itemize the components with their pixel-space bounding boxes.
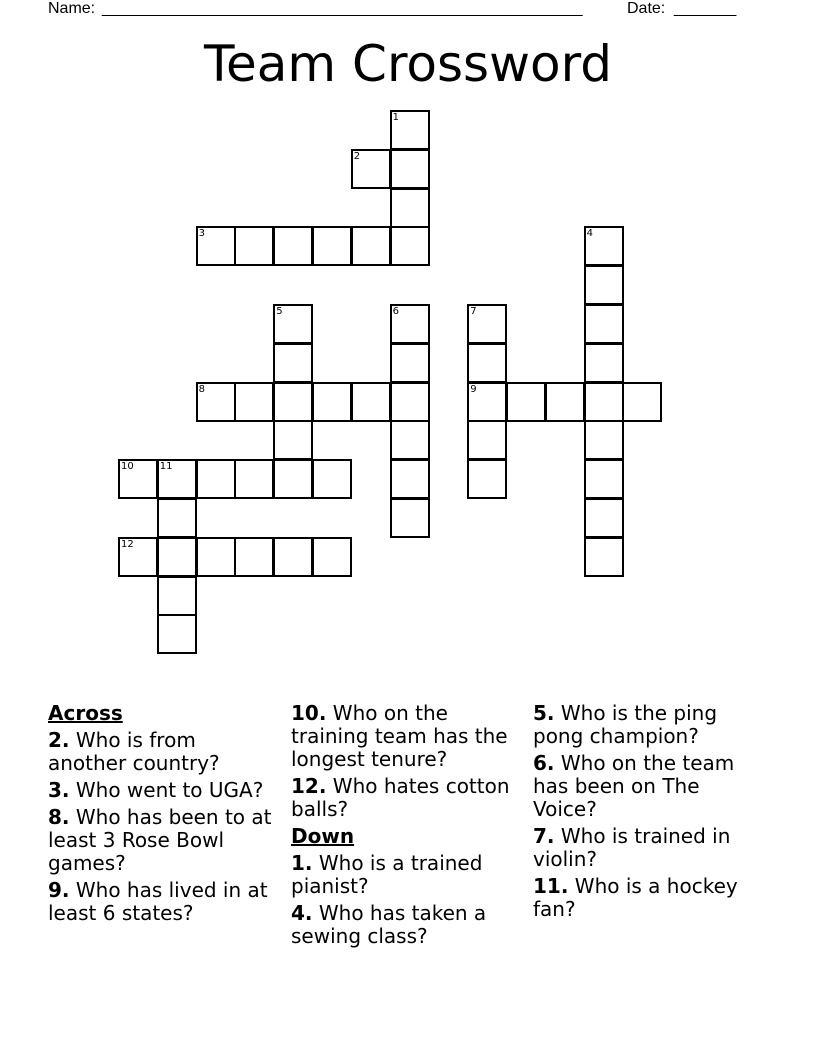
grid-cell[interactable] <box>196 226 236 266</box>
clue-item <box>48 779 278 802</box>
clue-text: Who on the training team has the longest tenure? <box>291 701 508 771</box>
clue-number-label: 3. <box>48 778 70 802</box>
grid-cell[interactable] <box>467 420 507 460</box>
grid-cell[interactable] <box>234 459 274 499</box>
date-label: Date: <box>627 0 666 17</box>
clue-number: 10 <box>121 461 134 473</box>
clue-item <box>291 852 521 898</box>
grid-cell[interactable] <box>118 459 158 499</box>
grid-cell[interactable] <box>157 614 197 654</box>
grid-cell[interactable] <box>196 459 236 499</box>
clue-number-label: 6. <box>533 751 555 775</box>
grid-cell[interactable] <box>234 382 274 422</box>
grid-cell[interactable] <box>467 382 507 422</box>
clue-text: Who on the team has been on The Voice? <box>533 751 735 821</box>
grid-cell[interactable] <box>390 459 430 499</box>
clue-number-label: 11. <box>533 874 569 898</box>
clue-number-label: 9. <box>48 878 70 902</box>
grid-cell[interactable] <box>157 537 197 577</box>
name-label: Name: <box>48 0 96 17</box>
grid-cell[interactable] <box>234 537 274 577</box>
clue-number: 9 <box>470 383 477 395</box>
clue-text: Who has been to at least 3 Rose Bowl games? <box>48 805 272 875</box>
grid-cell[interactable] <box>312 459 352 499</box>
grid-cell[interactable] <box>312 226 352 266</box>
grid-cell[interactable] <box>467 304 507 344</box>
grid-cell[interactable] <box>584 498 624 538</box>
grid-cell[interactable] <box>584 537 624 577</box>
name-field[interactable]: ______________________________________________________ <box>102 0 583 17</box>
clue-number-label: 2. <box>48 728 70 752</box>
clue-number: 5 <box>276 306 283 317</box>
grid-cell[interactable] <box>584 420 624 460</box>
grid-cell[interactable] <box>545 382 585 422</box>
clue-number-label: 7. <box>533 824 555 848</box>
clue-text: Who is trained in violin? <box>533 824 731 871</box>
clue-number: 8 <box>198 383 205 395</box>
clue-number: 6 <box>392 306 399 317</box>
grid-cell[interactable] <box>234 226 274 266</box>
clue-text: Who went to UGA? <box>75 778 264 802</box>
grid-cell[interactable] <box>584 343 624 383</box>
clue-text: Who has taken a sewing class? <box>291 901 487 948</box>
clue-number: 12 <box>121 538 134 550</box>
clue-number: 1 <box>392 112 399 123</box>
grid-cell[interactable] <box>157 498 197 538</box>
grid-cell[interactable] <box>273 304 313 344</box>
clue-item <box>48 729 278 775</box>
grid-cell[interactable] <box>390 110 430 150</box>
clue-number: 11 <box>159 461 173 473</box>
grid-cell[interactable] <box>273 459 313 499</box>
grid-cell[interactable] <box>273 343 313 383</box>
grid-cell[interactable] <box>467 459 507 499</box>
grid-cell[interactable] <box>584 304 624 344</box>
grid-cell[interactable] <box>157 459 197 499</box>
clue-text: Who is a trained pianist? <box>291 851 483 898</box>
clue-item <box>48 806 278 875</box>
clue-text: Who is a hockey fan? <box>533 874 738 921</box>
grid-cell[interactable] <box>273 382 313 422</box>
clue-number: 3 <box>198 228 205 240</box>
clue-column-1 <box>48 702 278 929</box>
grid-cell[interactable] <box>157 576 197 616</box>
grid-cell[interactable] <box>467 343 507 383</box>
grid-cell[interactable] <box>390 226 430 266</box>
clue-text: Who has lived in at least 6 states? <box>48 878 268 925</box>
clue-item <box>533 825 763 871</box>
grid-cell[interactable] <box>196 537 236 577</box>
grid-cell[interactable] <box>351 382 391 422</box>
grid-cell[interactable] <box>622 382 662 422</box>
grid-cell[interactable] <box>584 226 624 266</box>
date-field[interactable]: _______ <box>674 0 737 17</box>
grid-cell[interactable] <box>390 188 430 228</box>
grid-cell[interactable] <box>273 226 313 266</box>
clue-number-label: 1. <box>291 851 313 875</box>
clue-item <box>291 775 521 821</box>
page-title: Team Crossword <box>203 35 612 93</box>
grid-cell[interactable] <box>584 382 624 422</box>
grid-cell[interactable] <box>584 459 624 499</box>
clue-text: Who is the ping pong champion? <box>533 701 718 748</box>
clue-number: 2 <box>353 150 361 162</box>
grid-cell[interactable] <box>390 498 430 538</box>
clue-item <box>291 702 521 771</box>
grid-cell[interactable] <box>312 537 352 577</box>
grid-cell[interactable] <box>506 382 546 422</box>
grid-cell[interactable] <box>351 226 391 266</box>
grid-cell[interactable] <box>273 420 313 460</box>
clue-item <box>533 875 763 921</box>
clue-item <box>533 752 763 821</box>
clue-number-label: 12. <box>291 774 327 798</box>
clue-number: 4 <box>586 228 593 240</box>
clue-number: 7 <box>470 306 477 317</box>
grid-cell[interactable] <box>312 382 352 422</box>
clue-number-label: 8. <box>48 805 70 829</box>
grid-cell[interactable] <box>351 149 391 189</box>
clue-column-3 <box>533 702 763 925</box>
clue-item <box>533 702 763 748</box>
clue-number-label: 10. <box>291 701 327 725</box>
grid-cell[interactable] <box>390 420 430 460</box>
grid-cell[interactable] <box>390 382 430 422</box>
grid-cell[interactable] <box>273 537 313 577</box>
down-heading: Down <box>291 824 355 848</box>
grid-cell[interactable] <box>196 382 236 422</box>
clue-text: Who is from another country? <box>48 728 220 775</box>
grid-cell[interactable] <box>390 343 430 383</box>
clue-item <box>291 902 521 948</box>
clue-item <box>48 879 278 925</box>
clue-column-2 <box>291 702 521 952</box>
grid-cell[interactable] <box>390 149 430 189</box>
clue-number-label: 4. <box>291 901 313 925</box>
clue-number-label: 5. <box>533 701 555 725</box>
grid-cell[interactable] <box>584 265 624 305</box>
across-heading: Across <box>48 701 123 725</box>
grid-cell[interactable] <box>390 304 430 344</box>
grid-cell[interactable] <box>118 537 158 577</box>
clue-text: Who hates cotton balls? <box>291 774 510 821</box>
